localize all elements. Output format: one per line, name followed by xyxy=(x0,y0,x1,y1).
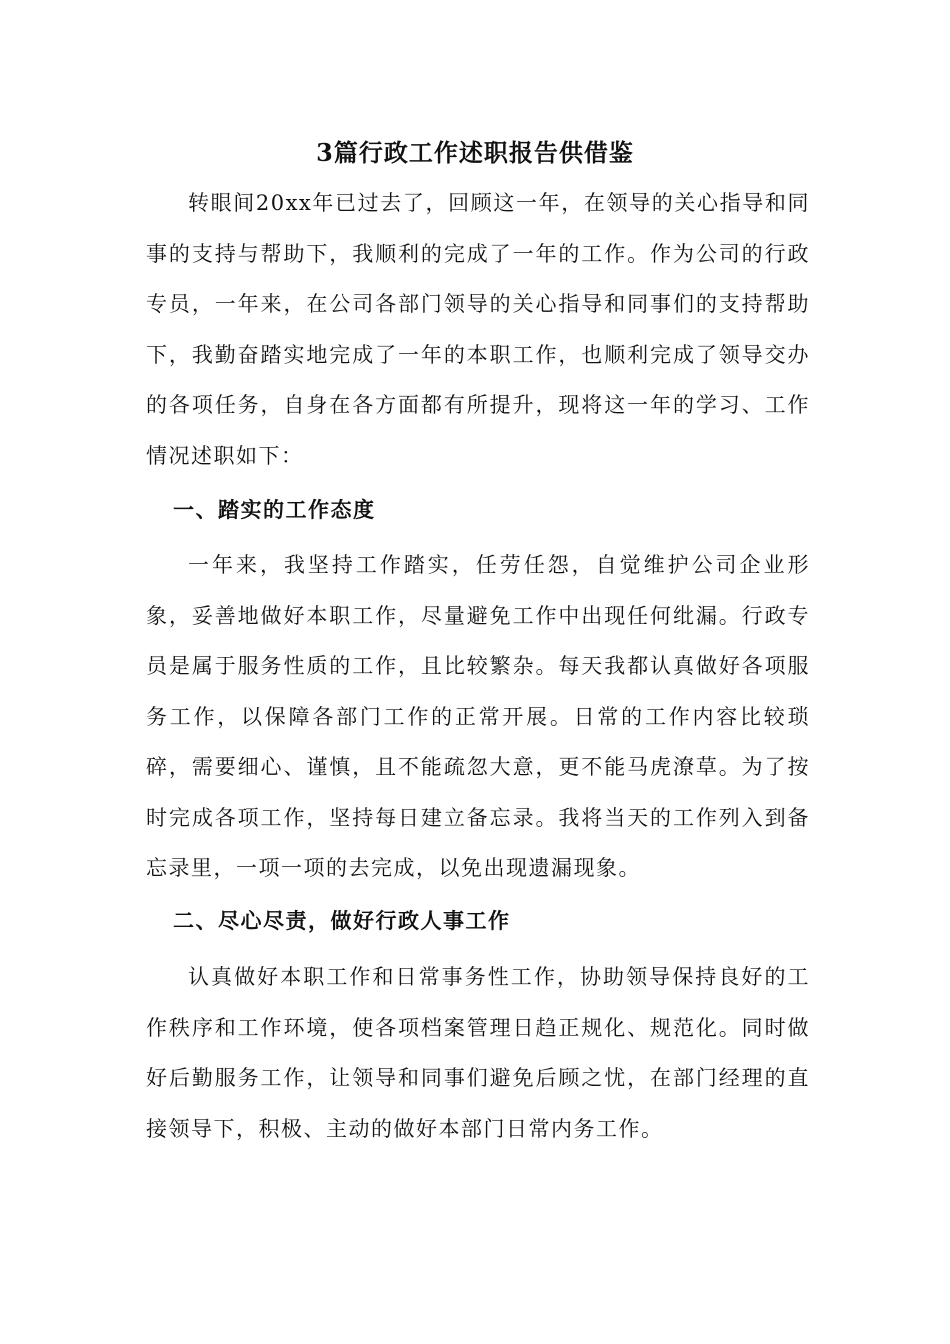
section-heading-2: 二、尽心尽责，做好行政人事工作 xyxy=(173,908,511,933)
section-heading-1: 一、踏实的工作态度 xyxy=(173,497,376,522)
paragraph-admin-work: 认真做好本职工作和日常事务性工作，协助领导保持良好的工作秩序和工作环境，使各项档案管理日趋正规化、规范化。同时做好后勤服务工作，让领导和同事们避免后顾之忧，在部门经理的直接领导下，积极、主动的做好本部门日常内务工作。 xyxy=(146,965,810,1141)
paragraph-work-attitude: 一年来，我坚持工作踏实，任劳任怨，自觉维护公司企业形象，妥善地做好本职工作，尽量避免工作中出现任何纰漏。行政专员是属于服务性质的工作，且比较繁杂。每天我都认真做好各项服务工作，以保障各部门工作的正常开展。日常的工作内容比较琐碎，需要细心、谨慎，且不能疏忽大意，更不能马虎潦草。为了按时完成各项工作，坚持每日建立备忘录。我将当天的工作列入到备忘录里，一项一项的去完成，以免出现遗漏现象。 xyxy=(146,553,810,880)
document-title: 3篇行政工作述职报告供借鉴 xyxy=(316,138,634,167)
paragraph-intro: 转眼间20xx年已过去了，回顾这一年，在领导的关心指导和同事的支持与帮助下，我顺利的完成了一年的工作。作为公司的行政专员，一年来，在公司各部门领导的关心指导和同事们的支持帮助下，我勤奋踏实地完成了一年的本职工作，也顺利完成了领导交办的各项任务，自身在各方面都有所提升，现将这一年的学习、工作情况述职如下： xyxy=(146,191,810,468)
